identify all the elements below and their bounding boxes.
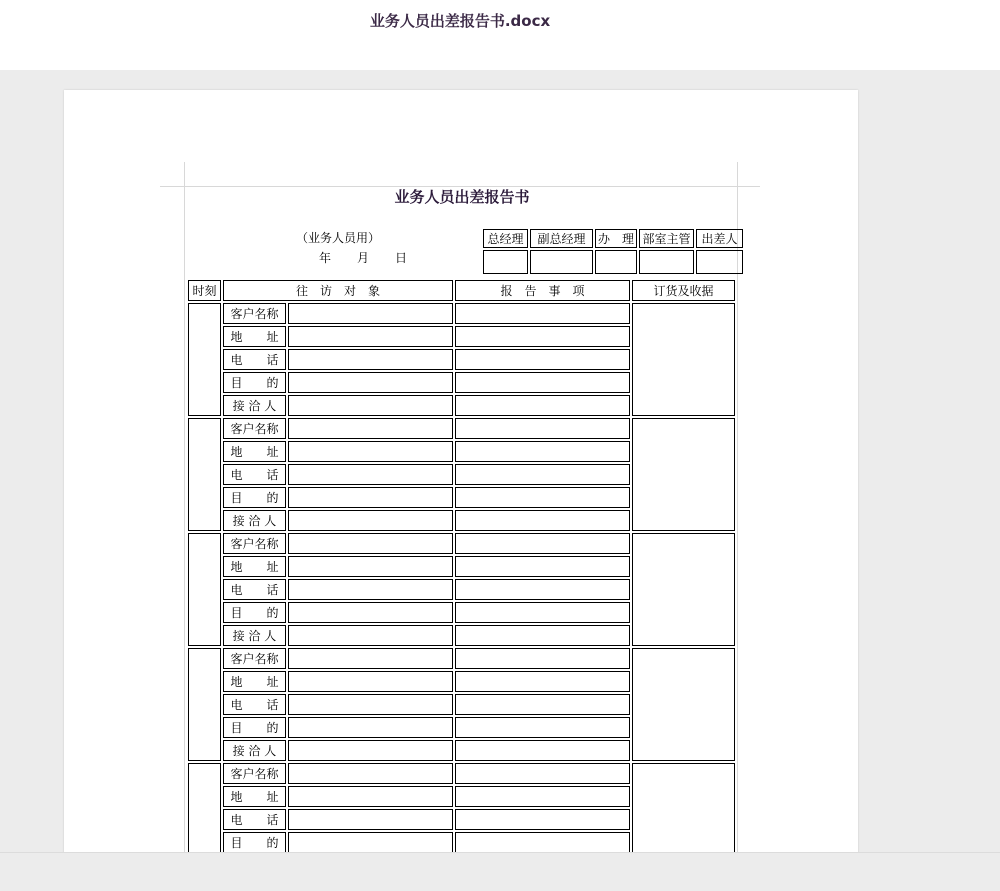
time-cell[interactable] [188, 418, 221, 531]
table-row [188, 303, 735, 324]
margin-guide-left [184, 162, 185, 860]
report-item-cell[interactable] [455, 418, 630, 439]
report-item-cell[interactable] [455, 625, 630, 646]
field-label: 目 的 [223, 487, 286, 508]
field-label: 客户名称 [223, 533, 286, 554]
table-header-row [188, 280, 735, 301]
report-item-cell[interactable] [455, 510, 630, 531]
orders-cell[interactable] [632, 648, 735, 761]
field-value-cell[interactable] [288, 648, 453, 669]
report-item-cell[interactable] [455, 441, 630, 462]
field-value-cell[interactable] [288, 441, 453, 462]
field-value-cell[interactable] [288, 832, 453, 853]
approval-header: 总经理 [483, 229, 528, 248]
field-value-cell[interactable] [288, 579, 453, 600]
report-item-cell[interactable] [455, 602, 630, 623]
field-value-cell[interactable] [288, 809, 453, 830]
date-day: 日 [395, 251, 408, 265]
report-item-cell[interactable] [455, 832, 630, 853]
approval-table [481, 227, 745, 276]
report-item-cell[interactable] [455, 671, 630, 692]
field-label: 电 话 [223, 464, 286, 485]
report-item-cell[interactable] [455, 786, 630, 807]
field-label: 客户名称 [223, 648, 286, 669]
field-value-cell[interactable] [288, 602, 453, 623]
orders-cell[interactable] [632, 303, 735, 416]
report-item-cell[interactable] [455, 717, 630, 738]
header-visit-target: 往 访 对 象 [223, 280, 453, 301]
field-value-cell[interactable] [288, 740, 453, 761]
field-value-cell[interactable] [288, 510, 453, 531]
approval-header: 副总经理 [530, 229, 593, 248]
table-row [188, 418, 735, 439]
date-year: 年 [319, 251, 332, 265]
field-label: 地 址 [223, 671, 286, 692]
time-cell[interactable] [188, 533, 221, 646]
field-label: 接 洽 人 [223, 740, 286, 761]
report-item-cell[interactable] [455, 648, 630, 669]
orders-cell[interactable] [632, 418, 735, 531]
orders-cell[interactable] [632, 533, 735, 646]
field-label: 接 洽 人 [223, 395, 286, 416]
signature-cell[interactable] [639, 250, 694, 274]
field-label: 地 址 [223, 441, 286, 462]
signature-cell[interactable] [530, 250, 593, 274]
approval-header-row [483, 229, 743, 248]
report-item-cell[interactable] [455, 487, 630, 508]
time-cell[interactable] [188, 303, 221, 416]
field-label: 目 的 [223, 372, 286, 393]
title-bar [0, 0, 1000, 70]
field-label: 地 址 [223, 786, 286, 807]
field-label: 客户名称 [223, 763, 286, 784]
time-cell[interactable] [188, 648, 221, 761]
report-title: 业务人员出差报告书 [394, 188, 530, 206]
field-value-cell[interactable] [288, 625, 453, 646]
field-value-cell[interactable] [288, 418, 453, 439]
signature-cell[interactable] [483, 250, 528, 274]
field-value-cell[interactable] [288, 556, 453, 577]
field-value-cell[interactable] [288, 395, 453, 416]
report-item-cell[interactable] [455, 533, 630, 554]
visit-report-table [186, 278, 737, 878]
field-value-cell[interactable] [288, 717, 453, 738]
approval-header: 办 理 [595, 229, 637, 248]
report-item-cell[interactable] [455, 556, 630, 577]
approval-signature-row [483, 250, 743, 274]
field-label: 目 的 [223, 832, 286, 853]
approval-header: 部室主管 [639, 229, 694, 248]
field-label: 电 话 [223, 349, 286, 370]
field-value-cell[interactable] [288, 464, 453, 485]
field-label: 地 址 [223, 326, 286, 347]
table-row [188, 533, 735, 554]
signature-cell[interactable] [696, 250, 743, 274]
document-filename: 业务人员出差报告书.docx [369, 12, 551, 30]
report-item-cell[interactable] [455, 579, 630, 600]
field-value-cell[interactable] [288, 694, 453, 715]
report-item-cell[interactable] [455, 303, 630, 324]
field-value-cell[interactable] [288, 372, 453, 393]
report-item-cell[interactable] [455, 464, 630, 485]
report-item-cell[interactable] [455, 763, 630, 784]
field-label: 地 址 [223, 556, 286, 577]
report-item-cell[interactable] [455, 349, 630, 370]
field-label: 接 洽 人 [223, 625, 286, 646]
report-item-cell[interactable] [455, 809, 630, 830]
field-value-cell[interactable] [288, 786, 453, 807]
field-value-cell[interactable] [288, 763, 453, 784]
header-report-items: 报 告 事 项 [455, 280, 630, 301]
field-label: 客户名称 [223, 303, 286, 324]
field-label: 电 话 [223, 809, 286, 830]
date-line [319, 249, 407, 266]
field-label: 接 洽 人 [223, 510, 286, 531]
report-item-cell[interactable] [455, 326, 630, 347]
field-label: 目 的 [223, 717, 286, 738]
usage-note: （业务人员用） [296, 231, 381, 245]
signature-cell[interactable] [595, 250, 637, 274]
field-value-cell[interactable] [288, 533, 453, 554]
status-bar [0, 852, 1000, 891]
approval-header: 出差人 [696, 229, 743, 248]
report-item-cell[interactable] [455, 372, 630, 393]
field-value-cell[interactable] [288, 671, 453, 692]
header-orders: 订货及收据 [632, 280, 735, 301]
field-label: 电 话 [223, 579, 286, 600]
table-row [188, 763, 735, 784]
report-item-cell[interactable] [455, 694, 630, 715]
header-time: 时刻 [188, 280, 221, 301]
field-label: 客户名称 [223, 418, 286, 439]
field-value-cell[interactable] [288, 303, 453, 324]
document-page [64, 90, 858, 860]
table-row [188, 648, 735, 669]
field-label: 电 话 [223, 694, 286, 715]
field-value-cell[interactable] [288, 349, 453, 370]
date-month: 月 [357, 251, 370, 265]
report-item-cell[interactable] [455, 740, 630, 761]
field-value-cell[interactable] [288, 326, 453, 347]
report-item-cell[interactable] [455, 395, 630, 416]
field-value-cell[interactable] [288, 487, 453, 508]
field-label: 目 的 [223, 602, 286, 623]
